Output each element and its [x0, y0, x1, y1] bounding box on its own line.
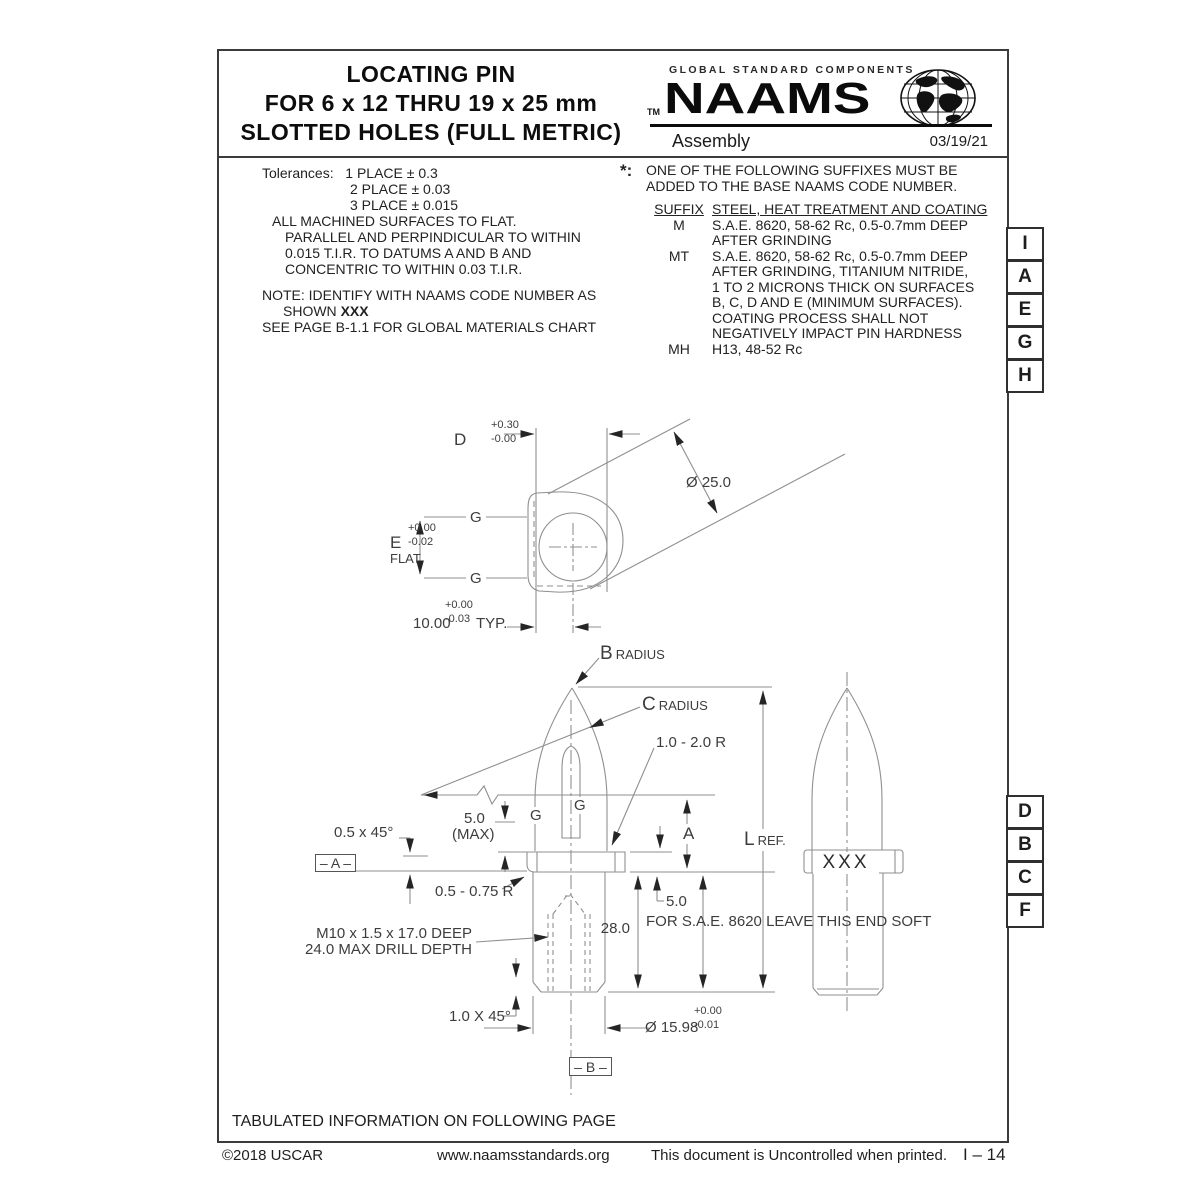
flat-label: FLAT [390, 551, 421, 566]
zone-box-c: C [1006, 861, 1044, 895]
id-note-code: XXX [340, 303, 369, 319]
footer-uncontrolled-note: This document is Uncontrolled when printed. [651, 1147, 947, 1164]
shank-dia-tol-minus: -0.01 [694, 1019, 720, 1031]
max-5-value: 5.0 [464, 810, 485, 827]
zone-box-b: B [1006, 828, 1044, 862]
dim-e-label: E [390, 533, 402, 552]
surface-note-2: PARALLEL AND PERPINDICULAR TO WITHIN [285, 229, 581, 245]
page-title [228, 60, 634, 147]
trademark-label: TM [647, 107, 660, 117]
dim-10-label: 10.00 [413, 615, 451, 632]
zone-box-d: D [1006, 795, 1044, 829]
zone-box-f: F [1006, 894, 1044, 928]
globe-icon [898, 68, 978, 128]
surface-note-1: ALL MACHINED SURFACES TO FLAT. [272, 213, 517, 229]
tolerances-label: Tolerances: [262, 165, 334, 181]
dim-d-tol-minus: -0.00 [491, 433, 517, 445]
revision-date: 03/19/21 [929, 133, 988, 150]
dim-d-label: D [454, 430, 467, 449]
l-ref-label: L REF. [744, 829, 786, 850]
id-note-2: SHOWN [283, 303, 337, 319]
brand-tagline: GLOBAL STANDARD COMPONENTS [669, 64, 915, 76]
suffix-intro-2: ADDED TO THE BASE NAAMS CODE NUMBER. [646, 177, 958, 194]
shank-dia-tol-plus: +0.00 [694, 1005, 722, 1017]
tabulated-note: TABULATED INFORMATION ON FOLLOWING PAGE [232, 1113, 616, 1130]
dim-5-label: 5.0 [666, 893, 687, 910]
title-line-2: FOR 6 x 12 THRU 19 x 25 mm [264, 90, 598, 116]
tolerance-3: 3 PLACE ± 0.015 [350, 197, 459, 213]
brand-logo-text: NAAMS [664, 74, 871, 123]
footer-copyright: ©2018 USCAR [222, 1147, 324, 1164]
asterisk-icon: * [620, 161, 627, 180]
b-radius-label: B RADIUS [600, 643, 665, 664]
suffix-intro-1: ONE OF THE FOLLOWING SUFFIXES MUST BE [646, 162, 958, 178]
suffix-m: M [673, 216, 685, 233]
header-divider [218, 156, 1008, 158]
suffix-table: *: ONE OF THE FOLLOWING SUFFIXES MUST BE ADDED TO THE BASE NAAMS CODE NUMBER. SUFFIX STEEL, HEAT TREATMENT AND COATING M S.A.E. 8620, 58-62 Rc, 0.5-0.7mm DEEP AFTER GRINDING MT S.A.E. 8620, 58-62 Rc, 0.5-0.7mm DEEP AFTER GRINDING, TITANIUM NITRIDE, 1 TO 2 MICRONS THICK ON SURFACES B, C, D AND E (MINIMUM SURFACES). COATING PROCESS SHALL NOT NEGATIVELY IMPACT PIN HARDNESS MH H13, 48-52 Rc [620, 161, 988, 357]
dim-28-label: 28.0 [600, 920, 630, 937]
chamfer-10-label: 1.0 X 45° [449, 1008, 511, 1025]
typ-label: TYP. [476, 615, 508, 632]
dim-10-tol-plus: +0.00 [445, 599, 473, 611]
dim-d-tol-plus: +0.30 [491, 419, 519, 431]
title-line-3: SLOTTED HOLES (FULL METRIC) [240, 119, 622, 145]
steel-column-header: STEEL, HEAT TREATMENT AND COATING [712, 201, 988, 217]
g-surface-label-front1: G [530, 807, 542, 824]
dim-e-tol-minus: -0.02 [408, 536, 434, 548]
page-number: I – 14 [963, 1145, 1006, 1164]
id-note-1: NOTE: IDENTIFY WITH NAAMS CODE NUMBER AS [262, 287, 597, 303]
tolerance-notes [262, 165, 652, 335]
zone-box-e: E [1006, 293, 1044, 327]
soft-end-note: FOR S.A.E. 8620 LEAVE THIS END SOFT [646, 913, 932, 930]
datum-a-box: – A – [315, 854, 356, 872]
footer-website: www.naamsstandards.org [437, 1147, 610, 1164]
title-line-1: LOCATING PIN [346, 61, 516, 87]
chamfer-05-label: 0.5 x 45° [334, 824, 394, 841]
tolerance-2: 2 PLACE ± 0.03 [350, 181, 451, 197]
dim-e-tol-plus: +0.00 [408, 522, 436, 534]
shank-dia-label: Ø 15.98 [645, 1019, 699, 1036]
surface-note-3: 0.015 T.I.R. TO DATUMS A AND B AND [285, 245, 532, 261]
zone-box-a: A [1006, 260, 1044, 294]
naams-code-placeholder: XXX [813, 852, 879, 874]
nose-radius-label: 1.0 - 2.0 R [656, 734, 727, 751]
zone-box-h: H [1006, 359, 1044, 393]
materials-chart-note: SEE PAGE B-1.1 FOR GLOBAL MATERIALS CHART [262, 319, 597, 335]
g-surface-label-top1: G [470, 509, 482, 526]
thread-callout: M10 x 1.5 x 17.0 DEEP 24.0 MAX DRILL DEPTH [305, 925, 472, 958]
max-5-word: (MAX) [452, 826, 495, 843]
c-radius-label: C RADIUS [642, 694, 708, 715]
surface-note-4: CONCENTRIC TO WITHIN 0.03 T.I.R. [285, 261, 523, 277]
flange-radius-label: 0.5 - 0.75 R [435, 883, 514, 900]
brand-division: Assembly [672, 131, 751, 151]
dim-a-label: A [683, 824, 695, 843]
zone-box-g: G [1006, 326, 1044, 360]
g-surface-label-top2: G [470, 570, 482, 587]
suffix-mt: MT [668, 247, 690, 264]
dim-dia25-label: Ø 25.0 [686, 474, 732, 491]
brand-underline [650, 124, 992, 127]
dim-10-tol-minus: -0.03 [445, 613, 471, 625]
datum-b-box: – B – [569, 1057, 612, 1076]
suffix-mh: MH [668, 340, 690, 357]
suffix-column-header: SUFFIX [654, 201, 704, 217]
tolerance-1: 1 PLACE ± 0.3 [345, 165, 438, 181]
zone-box-i: I [1006, 227, 1044, 261]
g-surface-label-front2: G [574, 797, 586, 814]
